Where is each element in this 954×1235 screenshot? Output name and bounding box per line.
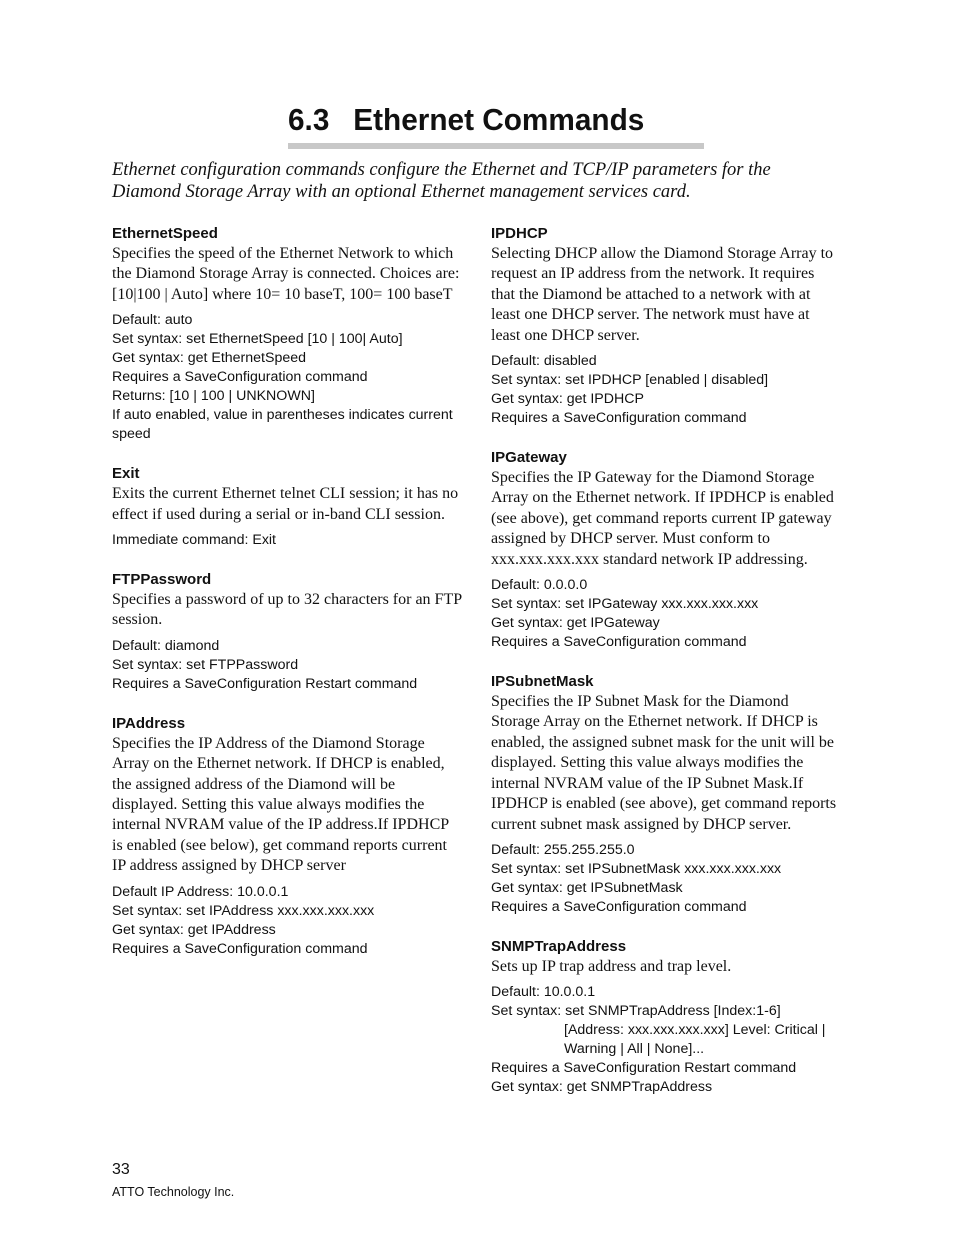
spec-line: Requires a SaveConfiguration command bbox=[491, 410, 747, 427]
command-description: Specifies a password of up to 32 characters for an FTP session. bbox=[112, 591, 462, 629]
spec-line: Default IP Address: 10.0.0.1 bbox=[112, 883, 289, 900]
spec-line: Default: 255.255.255.0 bbox=[491, 841, 635, 858]
spec-line: Set syntax: set IPGateway xxx.xxx.xxx.xxx bbox=[491, 596, 759, 613]
spec-line: Requires a SaveConfiguration Restart command bbox=[112, 675, 418, 692]
spec-line: Requires a SaveConfiguration Restart command bbox=[491, 1060, 797, 1077]
spec-line: Returns: [10 | 100 | UNKNOWN] bbox=[112, 388, 315, 405]
spec-line: Default: disabled bbox=[491, 353, 597, 370]
title-underline-rule bbox=[288, 143, 704, 149]
spec-line: Set syntax: set IPAddress xxx.xxx.xxx.xxx bbox=[112, 902, 375, 919]
command-description: Selecting DHCP allow the Diamond Storage Array to request an IP address from the network. It requires that the Diamond be attached to a network with at least one DHCP server. The network must have at least one DHCP server. bbox=[491, 245, 834, 344]
command-description: Exits the current Ethernet telnet CLI session; it has no effect if used during a serial or in-band CLI session. bbox=[112, 485, 459, 523]
page-number: 33 bbox=[112, 1161, 130, 1178]
command-name: IPDHCP bbox=[491, 225, 548, 242]
spec-line: Requires a SaveConfiguration command bbox=[112, 369, 368, 386]
spec-line: Get syntax: get IPGateway bbox=[491, 615, 660, 632]
command-specs bbox=[112, 637, 462, 694]
command-description: Specifies the IP Address of the Diamond Storage Array on the Ethernet network. If DHCP is enabled, the assigned address of the Diamond will be displayed. Setting this value always modifies the internal NVRAM value of the IP address.If IPDHCP is enabled (see below), get command reports current IP address assigned by DHCP server bbox=[112, 734, 449, 875]
spec-line: Default: 10.0.0.1 bbox=[491, 984, 596, 1001]
spec-line: Requires a SaveConfiguration command bbox=[491, 898, 747, 915]
spec-line: Default: auto bbox=[112, 312, 193, 329]
spec-line: Set syntax: set EthernetSpeed [10 | 100| Auto] bbox=[112, 331, 403, 348]
command-name: IPAddress bbox=[112, 714, 186, 732]
command-name: FTPPassword bbox=[112, 571, 212, 589]
spec-line: Get syntax: get IPAddress bbox=[112, 921, 276, 938]
spec-line: Immediate command: Exit bbox=[112, 532, 277, 549]
spec-line: Set syntax: set SNMPTrapAddress [Index:1-6] [Address: xxx.xxx.xxx.xxx] Level: Critical | Warning | All | None]... bbox=[491, 1003, 826, 1058]
left-column bbox=[112, 224, 462, 979]
command-specs bbox=[112, 883, 462, 959]
section-number: 6.3 bbox=[288, 102, 330, 137]
spec-line: Set syntax: set FTPPassword bbox=[112, 656, 299, 673]
spec-line: Get syntax: get EthernetSpeed bbox=[112, 350, 307, 367]
spec-line: If auto enabled, value in parentheses indicates current speed bbox=[112, 407, 453, 443]
spec-line: Set syntax: set IPDHCP [enabled | disabled] bbox=[491, 372, 769, 389]
command-snmptrapaddress bbox=[491, 937, 841, 1097]
command-specs bbox=[491, 841, 841, 917]
spec-line: Get syntax: get IPDHCP bbox=[491, 391, 644, 408]
command-description: Specifies the IP Gateway for the Diamond Storage Array on the Ethernet network. If IPDHCP is enabled (see above), get command reports current IP gateway assigned by DHCP server. Must conform to xxx.xxx.xxx.xxx standard network IP addressing. bbox=[491, 469, 834, 568]
command-ipgateway bbox=[491, 448, 841, 652]
command-exit bbox=[112, 464, 462, 550]
spec-line: Requires a SaveConfiguration command bbox=[491, 634, 747, 651]
command-description: Sets up IP trap address and trap level. bbox=[491, 957, 732, 975]
command-specs bbox=[491, 352, 841, 428]
spec-line: Default: 0.0.0.0 bbox=[491, 577, 588, 594]
command-specs bbox=[112, 311, 462, 444]
intro-paragraph: Ethernet configuration commands configure the Ethernet and TCP/IP parameters for the Diamond Storage Array with an optional Ethernet management services card. bbox=[112, 160, 771, 202]
command-description: Specifies the IP Subnet Mask for the Diamond Storage Array on the Ethernet network. If DHCP is enabled, the assigned subnet mask for the unit will be displayed. Setting this value always modifies the internal NVRAM value of the IP Subnet Mask.If IPDHCP is enabled (see above), get command reports current subnet mask assigned by DHCP server. bbox=[491, 693, 837, 833]
section-title: Ethernet Commands bbox=[353, 102, 645, 137]
right-column bbox=[491, 224, 841, 1117]
command-specs bbox=[491, 576, 841, 652]
command-ftppassword bbox=[112, 570, 462, 694]
command-name: IPSubnetMask bbox=[491, 673, 594, 691]
command-specs bbox=[112, 531, 462, 550]
section-heading bbox=[288, 100, 687, 140]
command-specs bbox=[491, 983, 841, 1097]
spec-line: Set syntax: set IPSubnetMask xxx.xxx.xxx.xxx bbox=[491, 860, 782, 877]
command-name: EthernetSpeed bbox=[112, 225, 218, 242]
command-ipsubnetmask bbox=[491, 672, 841, 917]
command-name: IPGateway bbox=[491, 449, 567, 467]
spec-line: Default: diamond bbox=[112, 637, 220, 654]
command-ethernetspeed bbox=[112, 224, 462, 444]
command-ipaddress bbox=[112, 714, 462, 959]
spec-line: Get syntax: get IPSubnetMask bbox=[491, 879, 683, 896]
spec-line: Requires a SaveConfiguration command bbox=[112, 940, 368, 957]
command-description: Specifies the speed of the Ethernet Network to which the Diamond Storage Array is connected. Choices are: [10|100 | Auto] where 10= 10 baseT, 100= 100 baseT bbox=[112, 245, 460, 303]
footer-company: ATTO Technology Inc. bbox=[112, 1185, 235, 1199]
command-ipdhcp bbox=[491, 224, 841, 428]
command-name: SNMPTrapAddress bbox=[491, 937, 627, 955]
spec-line: Get syntax: get SNMPTrapAddress bbox=[491, 1079, 713, 1096]
command-name: Exit bbox=[112, 465, 140, 483]
